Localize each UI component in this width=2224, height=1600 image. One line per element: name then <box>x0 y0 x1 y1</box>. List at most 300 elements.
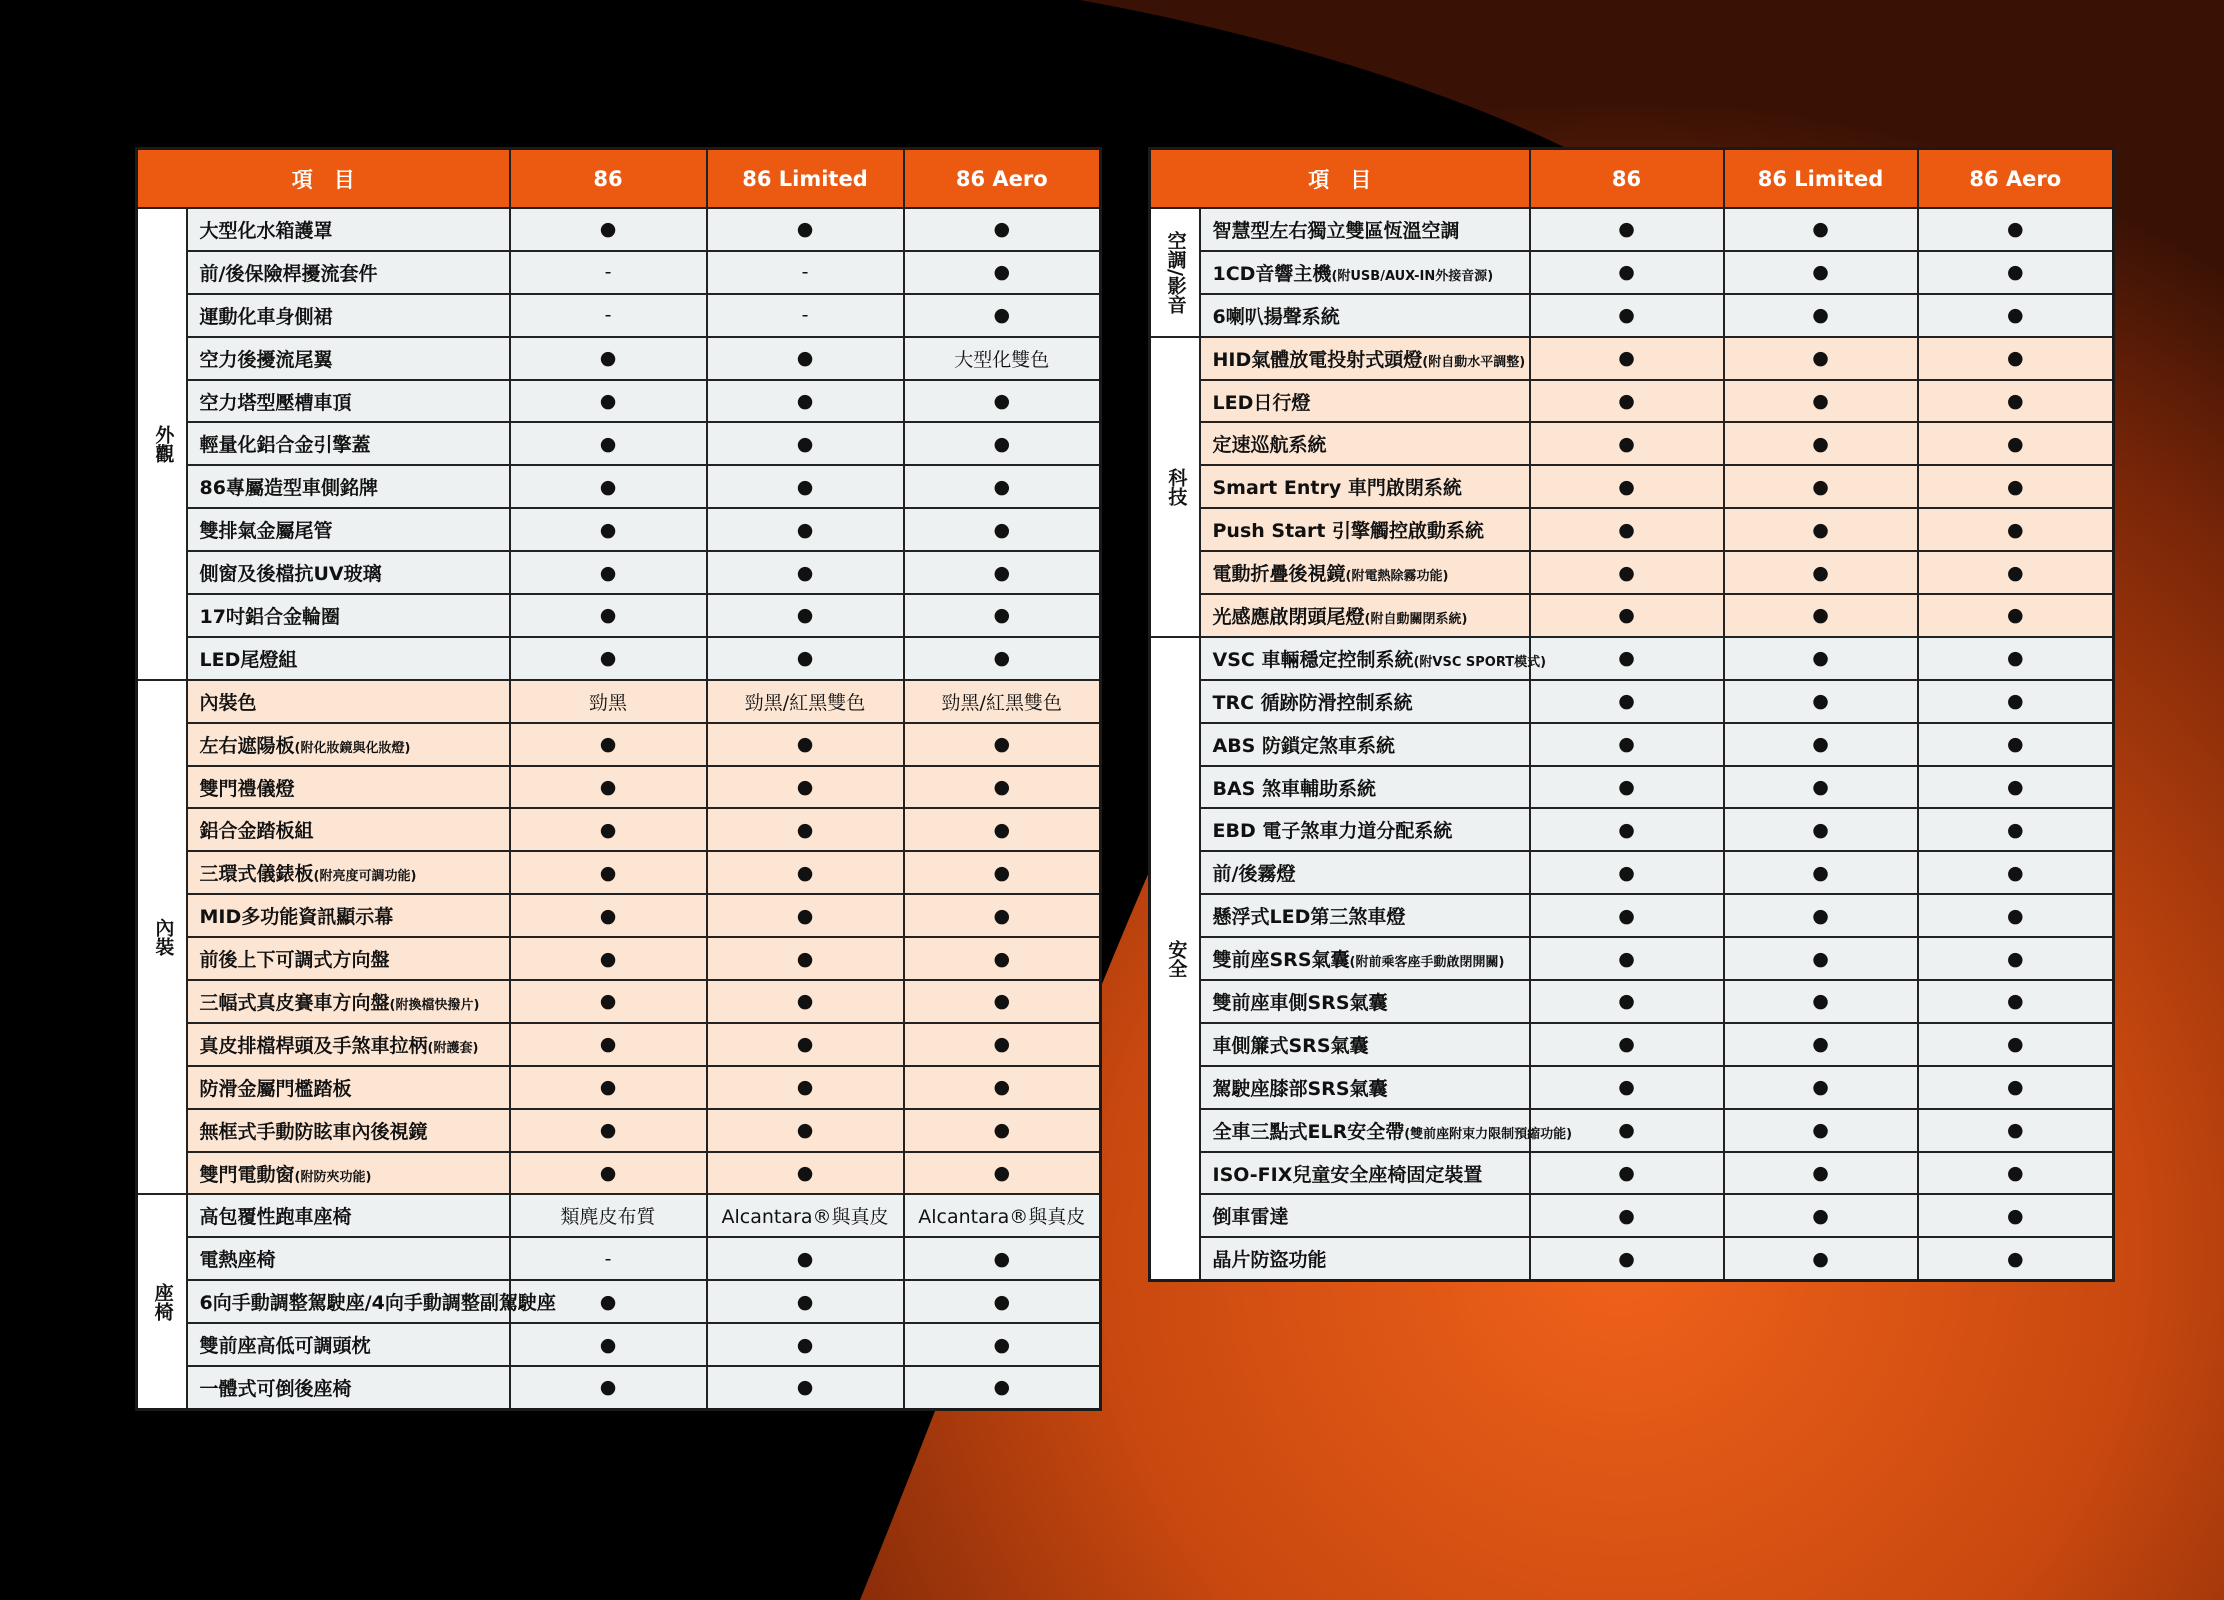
value-86: ● <box>510 380 707 423</box>
value-86-aero: ● <box>1918 894 2114 937</box>
feature-cell <box>187 1066 510 1109</box>
feature-cell <box>187 808 510 851</box>
value-86-aero: ● <box>904 508 1101 551</box>
table-row <box>1150 1023 2114 1066</box>
table-row <box>1150 208 2114 251</box>
value-86: ● <box>1530 337 1724 380</box>
value-86-aero: ● <box>1918 1066 2114 1109</box>
value-86-aero: ● <box>904 594 1101 637</box>
value-86: ● <box>510 465 707 508</box>
feature-label: 雙前座SRS氣囊 <box>1212 949 1350 972</box>
feature-cell <box>1200 294 1530 337</box>
feature-cell <box>1200 337 1530 380</box>
table-row <box>137 1066 1101 1109</box>
value-86-limited: ● <box>707 594 904 637</box>
feature-label: 左右遮陽板 <box>199 734 295 757</box>
feature-label: 雙前座車側SRS氣囊 <box>1212 991 1388 1014</box>
feature-label: LED日行燈 <box>1212 391 1311 414</box>
table-row <box>137 1152 1101 1195</box>
feature-label: 輕量化鋁合金引擎蓋 <box>199 434 371 457</box>
feature-label: 真皮排檔桿頭及手煞車拉柄 <box>199 1034 428 1057</box>
feature-label: 防滑金屬門檻踏板 <box>199 1077 352 1100</box>
value-86: ● <box>510 337 707 380</box>
feature-cell <box>1200 723 1530 766</box>
feature-label: 晶片防盜功能 <box>1212 1249 1327 1272</box>
value-86: ● <box>510 980 707 1023</box>
category-label: 科技 <box>1165 467 1188 506</box>
value-86-aero: ● <box>1918 208 2114 251</box>
value-86: ● <box>1530 1066 1724 1109</box>
feature-note: (附電熱除霧功能) <box>1345 569 1449 585</box>
category-cell <box>1150 208 1200 337</box>
feature-label: 三幅式真皮賽車方向盤 <box>199 991 390 1014</box>
value-86-limited: ● <box>707 1323 904 1366</box>
table-row <box>137 980 1101 1023</box>
value-86-aero: ● <box>1918 1023 2114 1066</box>
value-86-aero: ● <box>1918 851 2114 894</box>
feature-label: ISO-FIX兒童安全座椅固定裝置 <box>1212 1163 1483 1186</box>
value-86-aero: ● <box>904 766 1101 809</box>
value-86: 類麂皮布質 <box>510 1194 707 1237</box>
header-86-aero: 86 Aero <box>1918 149 2114 209</box>
table-row <box>1150 1194 2114 1237</box>
category-cell <box>1150 337 1200 637</box>
table-row <box>1150 937 2114 980</box>
value-86-limited: ● <box>707 937 904 980</box>
feature-cell <box>1200 1194 1530 1237</box>
feature-cell <box>187 637 510 680</box>
header-row <box>137 149 1101 209</box>
value-86-aero: ● <box>904 1280 1101 1323</box>
value-86-limited: ● <box>707 894 904 937</box>
value-86-limited: ● <box>1724 723 1918 766</box>
feature-label: Smart Entry 車門啟閉系統 <box>1212 477 1462 500</box>
table-row <box>137 851 1101 894</box>
feature-cell <box>1200 680 1530 723</box>
feature-label: 三環式儀錶板 <box>199 863 314 886</box>
value-86-limited: ● <box>1724 337 1918 380</box>
header-86-limited: 86 Limited <box>707 149 904 209</box>
category-cell <box>137 208 187 680</box>
value-86: ● <box>510 723 707 766</box>
feature-label: 大型化水箱護罩 <box>199 219 333 242</box>
table-row <box>137 894 1101 937</box>
value-86-aero: ● <box>1918 594 2114 637</box>
feature-cell <box>1200 937 1530 980</box>
feature-cell <box>187 294 510 337</box>
value-86-aero: ● <box>1918 637 2114 680</box>
feature-label: 側窗及後檔抗UV玻璃 <box>199 563 382 586</box>
table-row <box>1150 465 2114 508</box>
table-row <box>137 1280 1101 1323</box>
table-row <box>1150 1109 2114 1152</box>
value-86-limited: ● <box>1724 808 1918 851</box>
value-86-aero: ● <box>1918 294 2114 337</box>
table-row <box>137 594 1101 637</box>
feature-note: (附亮度可調功能) <box>313 869 417 885</box>
value-86-aero: ● <box>904 851 1101 894</box>
feature-label: 電熱座椅 <box>199 1249 276 1272</box>
feature-cell <box>187 937 510 980</box>
value-86-limited: ● <box>1724 937 1918 980</box>
feature-label: Push Start 引擎觸控啟動系統 <box>1212 520 1485 543</box>
value-86-aero: ● <box>904 294 1101 337</box>
feature-cell <box>187 1323 510 1366</box>
value-86: ● <box>1530 551 1724 594</box>
value-86-limited: ● <box>1724 380 1918 423</box>
value-86-aero: ● <box>904 380 1101 423</box>
feature-note: (附前乘客座手動啟閉開關) <box>1349 955 1505 971</box>
value-86-aero: ● <box>1918 508 2114 551</box>
value-86-aero: ● <box>904 894 1101 937</box>
feature-cell <box>187 1023 510 1066</box>
feature-cell <box>187 465 510 508</box>
value-86-limited: ● <box>707 1280 904 1323</box>
feature-cell <box>1200 980 1530 1023</box>
feature-label: 雙前座高低可調頭枕 <box>199 1335 371 1358</box>
value-86-aero: ● <box>1918 980 2114 1023</box>
feature-cell <box>1200 422 1530 465</box>
value-86-aero: ● <box>1918 1237 2114 1280</box>
value-86-aero: ● <box>1918 808 2114 851</box>
table-row <box>137 508 1101 551</box>
feature-label: 鋁合金踏板組 <box>199 820 314 843</box>
value-86: - <box>510 1237 707 1280</box>
table-row <box>137 1194 1101 1237</box>
value-86-limited: ● <box>707 723 904 766</box>
value-86: ● <box>510 894 707 937</box>
feature-cell <box>187 1366 510 1409</box>
value-86-aero: ● <box>904 937 1101 980</box>
header-86: 86 <box>510 149 707 209</box>
value-86-limited: Alcantara®與真皮 <box>707 1194 904 1237</box>
value-86-limited: ● <box>707 766 904 809</box>
value-86: ● <box>510 766 707 809</box>
feature-note: (雙前座附束力限制預縮功能) <box>1404 1126 1573 1142</box>
feature-label: 雙門電動窗 <box>199 1163 295 1186</box>
feature-cell <box>1200 1152 1530 1195</box>
value-86-aero: 勁黑/紅黑雙色 <box>904 680 1101 723</box>
value-86: ● <box>1530 208 1724 251</box>
feature-label: VSC 車輛穩定控制系統 <box>1212 648 1414 671</box>
table-row <box>137 723 1101 766</box>
table-row <box>137 380 1101 423</box>
value-86: ● <box>1530 422 1724 465</box>
value-86-limited: ● <box>707 1366 904 1409</box>
table-row <box>1150 723 2114 766</box>
value-86: ● <box>510 208 707 251</box>
feature-cell <box>187 380 510 423</box>
value-86-aero: ● <box>1918 465 2114 508</box>
value-86-aero: ● <box>904 551 1101 594</box>
feature-cell <box>187 851 510 894</box>
value-86-aero: ● <box>1918 937 2114 980</box>
value-86-aero: ● <box>1918 723 2114 766</box>
value-86-aero: Alcantara®與真皮 <box>904 1194 1101 1237</box>
feature-cell <box>187 251 510 294</box>
table-row <box>1150 337 2114 380</box>
feature-label: 6向手動調整駕駛座/4向手動調整副駕駛座 <box>199 1292 556 1315</box>
value-86-aero: ● <box>904 1323 1101 1366</box>
table-row <box>1150 808 2114 851</box>
value-86-aero: 大型化雙色 <box>904 337 1101 380</box>
value-86-aero: ● <box>1918 337 2114 380</box>
value-86: ● <box>1530 808 1724 851</box>
value-86: ● <box>1530 723 1724 766</box>
value-86-limited: ● <box>707 508 904 551</box>
category-cell <box>1150 637 1200 1281</box>
feature-cell <box>187 337 510 380</box>
feature-cell <box>1200 465 1530 508</box>
feature-cell <box>187 422 510 465</box>
value-86-limited: ● <box>1724 465 1918 508</box>
feature-label: 無框式手動防眩車內後視鏡 <box>199 1120 428 1143</box>
value-86-aero: ● <box>904 1237 1101 1280</box>
value-86-limited: ● <box>1724 851 1918 894</box>
feature-cell <box>187 1280 556 1323</box>
value-86: ● <box>510 422 707 465</box>
feature-label: 空力塔型壓槽車頂 <box>199 391 352 414</box>
feature-label: TRC 循跡防滑控制系統 <box>1212 691 1413 714</box>
value-86-limited: ● <box>1724 637 1918 680</box>
value-86: 勁黑 <box>510 680 707 723</box>
table-row <box>1150 1237 2114 1280</box>
value-86-aero: ● <box>1918 1152 2114 1195</box>
header-item: 項 目 <box>1150 149 1530 209</box>
feature-note: (附防夾功能) <box>294 1169 372 1185</box>
value-86-aero: ● <box>1918 1194 2114 1237</box>
value-86: ● <box>1530 1237 1724 1280</box>
value-86: ● <box>510 1366 707 1409</box>
value-86: ● <box>1530 1023 1724 1066</box>
category-label: 空調/影音 <box>1164 230 1187 314</box>
feature-cell <box>1200 508 1530 551</box>
feature-label: 雙排氣金屬尾管 <box>199 520 333 543</box>
value-86-limited: ● <box>1724 208 1918 251</box>
feature-label: 車側簾式SRS氣囊 <box>1212 1034 1369 1057</box>
value-86-aero: ● <box>1918 551 2114 594</box>
table-row <box>137 251 1101 294</box>
table-row <box>1150 1152 2114 1195</box>
value-86-limited: ● <box>1724 766 1918 809</box>
feature-label: 一體式可倒後座椅 <box>199 1377 352 1400</box>
feature-label: 定速巡航系統 <box>1212 434 1327 457</box>
feature-cell <box>1200 1066 1530 1109</box>
feature-label: 懸浮式LED第三煞車燈 <box>1212 906 1406 929</box>
feature-cell <box>1200 551 1530 594</box>
value-86-limited: ● <box>707 380 904 423</box>
feature-note: (附自動水平調整) <box>1422 354 1526 370</box>
value-86-aero: ● <box>904 465 1101 508</box>
value-86-limited: ● <box>707 1109 904 1152</box>
feature-cell <box>1200 1237 1530 1280</box>
value-86-limited: ● <box>707 1152 904 1195</box>
table-row <box>137 1109 1101 1152</box>
value-86-limited: ● <box>707 1237 904 1280</box>
value-86-limited: ● <box>1724 1152 1918 1195</box>
value-86: ● <box>510 1152 707 1195</box>
value-86-aero: ● <box>904 637 1101 680</box>
value-86-limited: ● <box>1724 1194 1918 1237</box>
feature-note: (附化妝鏡與化妝燈) <box>294 740 411 756</box>
value-86: ● <box>1530 380 1724 423</box>
value-86-aero: ● <box>1918 380 2114 423</box>
feature-label: 電動折疊後視鏡 <box>1212 563 1346 586</box>
table-row <box>1150 766 2114 809</box>
value-86-aero: ● <box>904 1023 1101 1066</box>
feature-label: EBD 電子煞車力道分配系統 <box>1212 820 1453 843</box>
feature-cell <box>187 1109 510 1152</box>
feature-label: 17吋鋁合金輪圈 <box>199 605 340 628</box>
feature-cell <box>187 594 510 637</box>
value-86-limited: 勁黑/紅黑雙色 <box>707 680 904 723</box>
value-86: ● <box>1530 680 1724 723</box>
table-row <box>1150 894 2114 937</box>
feature-label: 雙門禮儀燈 <box>199 777 295 800</box>
header-86-aero: 86 Aero <box>904 149 1101 209</box>
category-label: 內裝 <box>152 918 175 957</box>
feature-label: 前/後保險桿擾流套件 <box>199 262 378 285</box>
value-86-limited: ● <box>707 851 904 894</box>
feature-cell <box>1200 851 1530 894</box>
category-label: 外觀 <box>152 424 175 463</box>
value-86-aero: ● <box>1918 1109 2114 1152</box>
feature-cell <box>1200 894 1530 937</box>
value-86-limited: ● <box>1724 422 1918 465</box>
value-86: ● <box>510 937 707 980</box>
table-row <box>137 422 1101 465</box>
feature-cell <box>1200 637 1547 680</box>
value-86-limited: ● <box>707 208 904 251</box>
category-label: 座椅 <box>151 1282 174 1321</box>
value-86-limited: ● <box>707 465 904 508</box>
table-row <box>1150 980 2114 1023</box>
value-86-limited: ● <box>1724 1023 1918 1066</box>
header-row <box>1150 149 2114 209</box>
table-row <box>137 465 1101 508</box>
value-86: ● <box>1530 1194 1724 1237</box>
value-86-limited: ● <box>1724 508 1918 551</box>
value-86-limited: ● <box>707 980 904 1023</box>
value-86: ● <box>1530 937 1724 980</box>
feature-label: MID多功能資訊顯示幕 <box>199 906 394 929</box>
feature-cell <box>1200 380 1530 423</box>
value-86-limited: ● <box>1724 894 1918 937</box>
value-86-aero: ● <box>904 723 1101 766</box>
value-86-aero: ● <box>904 1066 1101 1109</box>
spec-table-left <box>135 147 1102 1411</box>
table-row <box>1150 680 2114 723</box>
table-row <box>137 1023 1101 1066</box>
feature-note: (附USB/AUX-IN外接音源) <box>1331 268 1494 284</box>
value-86-limited: - <box>707 251 904 294</box>
header-86: 86 <box>1530 149 1724 209</box>
value-86-aero: ● <box>904 1152 1101 1195</box>
value-86: ● <box>1530 1109 1724 1152</box>
feature-cell <box>187 1152 510 1195</box>
feature-cell <box>1200 1109 1573 1152</box>
value-86-aero: ● <box>1918 422 2114 465</box>
value-86-aero: ● <box>904 1366 1101 1409</box>
value-86: ● <box>1530 294 1724 337</box>
feature-label: LED尾燈組 <box>199 648 298 671</box>
table-row <box>137 551 1101 594</box>
value-86-limited: ● <box>1724 1066 1918 1109</box>
feature-label: 內裝色 <box>199 691 257 714</box>
table-row <box>137 1323 1101 1366</box>
value-86: ● <box>510 851 707 894</box>
table-row <box>1150 637 2114 680</box>
table-row <box>137 1366 1101 1409</box>
value-86: ● <box>510 1323 707 1366</box>
feature-label: 光感應啟閉頭尾燈 <box>1212 605 1365 628</box>
feature-cell <box>187 1237 510 1280</box>
value-86: - <box>510 251 707 294</box>
table-row <box>1150 294 2114 337</box>
table-row <box>137 1237 1101 1280</box>
feature-label: 倒車雷達 <box>1212 1206 1289 1229</box>
value-86-aero: ● <box>904 251 1101 294</box>
table-row <box>1150 551 2114 594</box>
table-row <box>137 208 1101 251</box>
feature-cell <box>187 508 510 551</box>
table-row <box>137 937 1101 980</box>
value-86: ● <box>1530 851 1724 894</box>
value-86-aero: ● <box>1918 766 2114 809</box>
category-cell <box>137 680 187 1195</box>
value-86-limited: ● <box>1724 594 1918 637</box>
feature-cell <box>1200 208 1530 251</box>
value-86: ● <box>510 1023 707 1066</box>
feature-label: 前/後霧燈 <box>1212 863 1296 886</box>
value-86: ● <box>1530 251 1724 294</box>
value-86: ● <box>1530 465 1724 508</box>
value-86-limited: ● <box>1724 294 1918 337</box>
value-86-limited: ● <box>1724 1109 1918 1152</box>
value-86: - <box>510 294 707 337</box>
value-86-limited: ● <box>707 637 904 680</box>
value-86: ● <box>510 1280 707 1323</box>
feature-cell <box>187 980 510 1023</box>
table-row <box>137 637 1101 680</box>
value-86-aero: ● <box>904 808 1101 851</box>
value-86-limited: ● <box>1724 1237 1918 1280</box>
value-86-aero: ● <box>1918 680 2114 723</box>
feature-cell <box>1200 251 1530 294</box>
value-86-limited: ● <box>1724 680 1918 723</box>
value-86: ● <box>1530 894 1724 937</box>
value-86-limited: ● <box>1724 251 1918 294</box>
feature-note: (附自動關閉系統) <box>1364 611 1468 627</box>
value-86: ● <box>510 808 707 851</box>
value-86: ● <box>1530 766 1724 809</box>
feature-cell <box>187 1194 510 1237</box>
feature-cell <box>1200 766 1530 809</box>
value-86: ● <box>510 637 707 680</box>
table-row <box>137 766 1101 809</box>
value-86: ● <box>510 1066 707 1109</box>
feature-cell <box>187 766 510 809</box>
feature-note: (附VSC SPORT模式) <box>1413 654 1547 670</box>
value-86-aero: ● <box>904 980 1101 1023</box>
feature-cell <box>187 894 510 937</box>
value-86: ● <box>510 508 707 551</box>
table-row <box>1150 380 2114 423</box>
feature-cell <box>187 551 510 594</box>
feature-cell <box>1200 594 1530 637</box>
feature-cell <box>1200 1023 1530 1066</box>
value-86: ● <box>1530 508 1724 551</box>
